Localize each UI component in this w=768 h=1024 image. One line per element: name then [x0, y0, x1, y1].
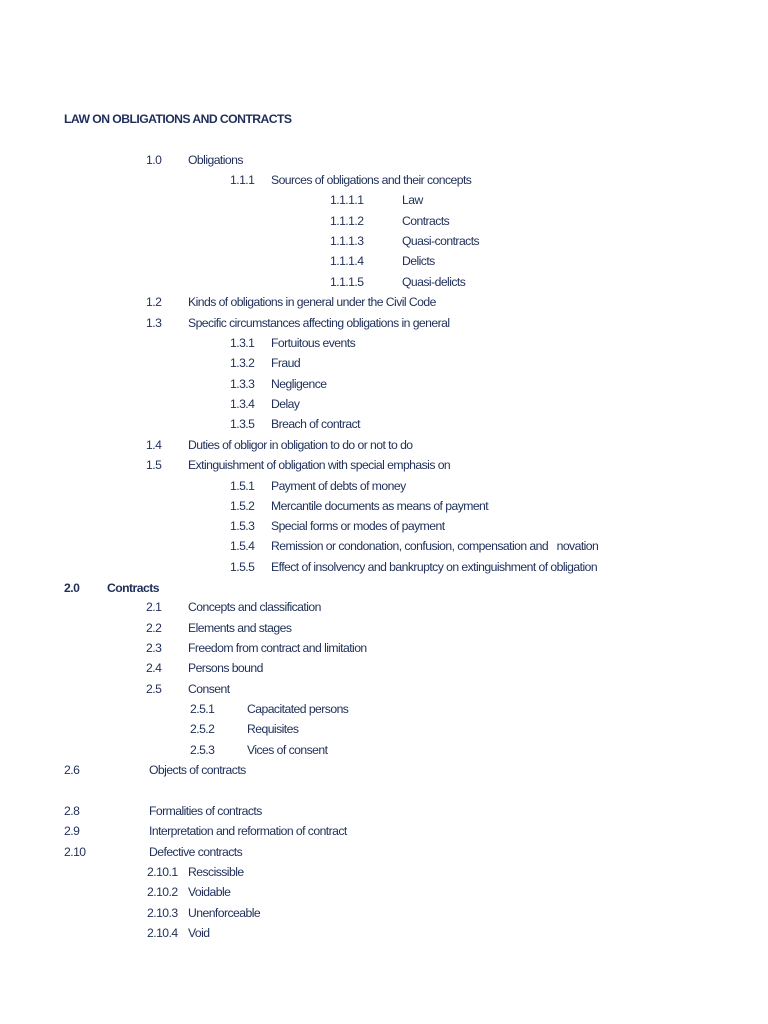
outline-text: Quasi-contracts: [402, 234, 480, 248]
outline-text: Sources of obligations and their concepts: [271, 173, 472, 187]
outline-text: Fraud: [271, 356, 301, 370]
outline-text: Requisites: [247, 722, 299, 736]
outline-text: Remission or condonation, confusion, compensation and novation: [271, 539, 599, 553]
outline-number: 1.5.3: [230, 519, 255, 533]
outline-text: Capacitated persons: [247, 702, 349, 716]
outline-number: 2.10.2: [147, 885, 178, 899]
outline-number: 1.3.4: [230, 397, 255, 411]
outline-number: 1.3.1: [230, 336, 255, 350]
outline-number: 1.1.1.2: [330, 214, 364, 228]
outline-number: 1.4: [146, 438, 162, 452]
outline-text: Delicts: [402, 254, 435, 268]
outline-number: 1.5.1: [230, 479, 255, 493]
outline-text: Contracts: [402, 214, 450, 228]
outline-number: 2.5: [146, 682, 162, 696]
outline-text: Negligence: [271, 377, 327, 391]
outline-text: Interpretation and reformation of contract: [149, 824, 347, 838]
outline-number: 2.6: [64, 763, 80, 777]
outline-number: 2.3: [146, 641, 162, 655]
outline-number: 1.1.1.4: [330, 254, 364, 268]
outline-text: Formalities of contracts: [149, 804, 262, 818]
outline-number: 2.5.2: [190, 722, 215, 736]
outline-number: 1.3.2: [230, 356, 255, 370]
outline-text: Void: [188, 926, 210, 940]
outline-text: Kinds of obligations in general under the Civil Code: [188, 295, 436, 309]
outline-number: 2.5.3: [190, 743, 215, 757]
outline-number: 1.5: [146, 458, 162, 472]
outline-number: 1.3.3: [230, 377, 255, 391]
outline-text: Duties of obligor in obligation to do or not to do: [188, 438, 413, 452]
outline-text: Delay: [271, 397, 300, 411]
outline-number: 2.1: [146, 600, 162, 614]
outline-text: Concepts and classification: [188, 600, 321, 614]
outline-text: Special forms or modes of payment: [271, 519, 445, 533]
outline-text: Obligations: [188, 153, 243, 167]
outline-text: Quasi-delicts: [402, 275, 466, 289]
outline-text: Rescissible: [188, 865, 244, 879]
outline-text: Consent: [188, 682, 230, 696]
outline-text: Fortuitous events: [271, 336, 356, 350]
outline-number: 2.2: [146, 621, 162, 635]
outline-number: 2.10: [64, 845, 86, 859]
outline-number: 2.4: [146, 661, 162, 675]
outline-number: 2.10.3: [147, 906, 178, 920]
outline-number: 1.1.1.5: [330, 275, 364, 289]
outline-number: 1.3: [146, 316, 162, 330]
outline-number: 2.8: [64, 804, 80, 818]
outline-number: 2.9: [64, 824, 80, 838]
outline-text: Mercantile documents as means of payment: [271, 499, 489, 513]
outline-text: Extinguishment of obligation with special emphasis on: [188, 458, 451, 472]
outline-text: Defective contracts: [149, 845, 243, 859]
outline-text: Unenforceable: [188, 906, 261, 920]
outline-text: Effect of insolvency and bankruptcy on extinguishment of obligation: [271, 560, 598, 574]
outline-number: 1.5.4: [230, 539, 255, 553]
outline-number: 1.3.5: [230, 417, 255, 431]
outline-number: 1.1.1.3: [330, 234, 364, 248]
outline-number: 1.5.5: [230, 560, 255, 574]
outline-text: Persons bound: [188, 661, 263, 675]
outline-text: Law: [402, 193, 423, 207]
outline-number: 1.5.2: [230, 499, 255, 513]
outline-number: 1.0: [146, 153, 162, 167]
outline-text: Elements and stages: [188, 621, 292, 635]
outline-text: Voidable: [188, 885, 231, 899]
outline-text: Payment of debts of money: [271, 479, 406, 493]
outline-number: 1.2: [146, 295, 162, 309]
outline-number: 2.10.1: [147, 865, 178, 879]
outline-number: 2.0: [64, 581, 80, 595]
outline-text: Vices of consent: [247, 743, 328, 757]
outline-text: Breach of contract: [271, 417, 361, 431]
outline-number: 2.5.1: [190, 702, 215, 716]
outline-text: Objects of contracts: [149, 763, 246, 777]
outline-text: Contracts: [107, 581, 159, 595]
outline-number: 1.1.1.1: [330, 193, 364, 207]
outline-number: 1.1.1: [230, 173, 255, 187]
outline-text: Specific circumstances affecting obligations in general: [188, 316, 450, 330]
outline-text: Freedom from contract and limitation: [188, 641, 367, 655]
outline-number: 2.10.4: [147, 926, 178, 940]
document-title: LAW ON OBLIGATIONS AND CONTRACTS: [64, 112, 292, 126]
